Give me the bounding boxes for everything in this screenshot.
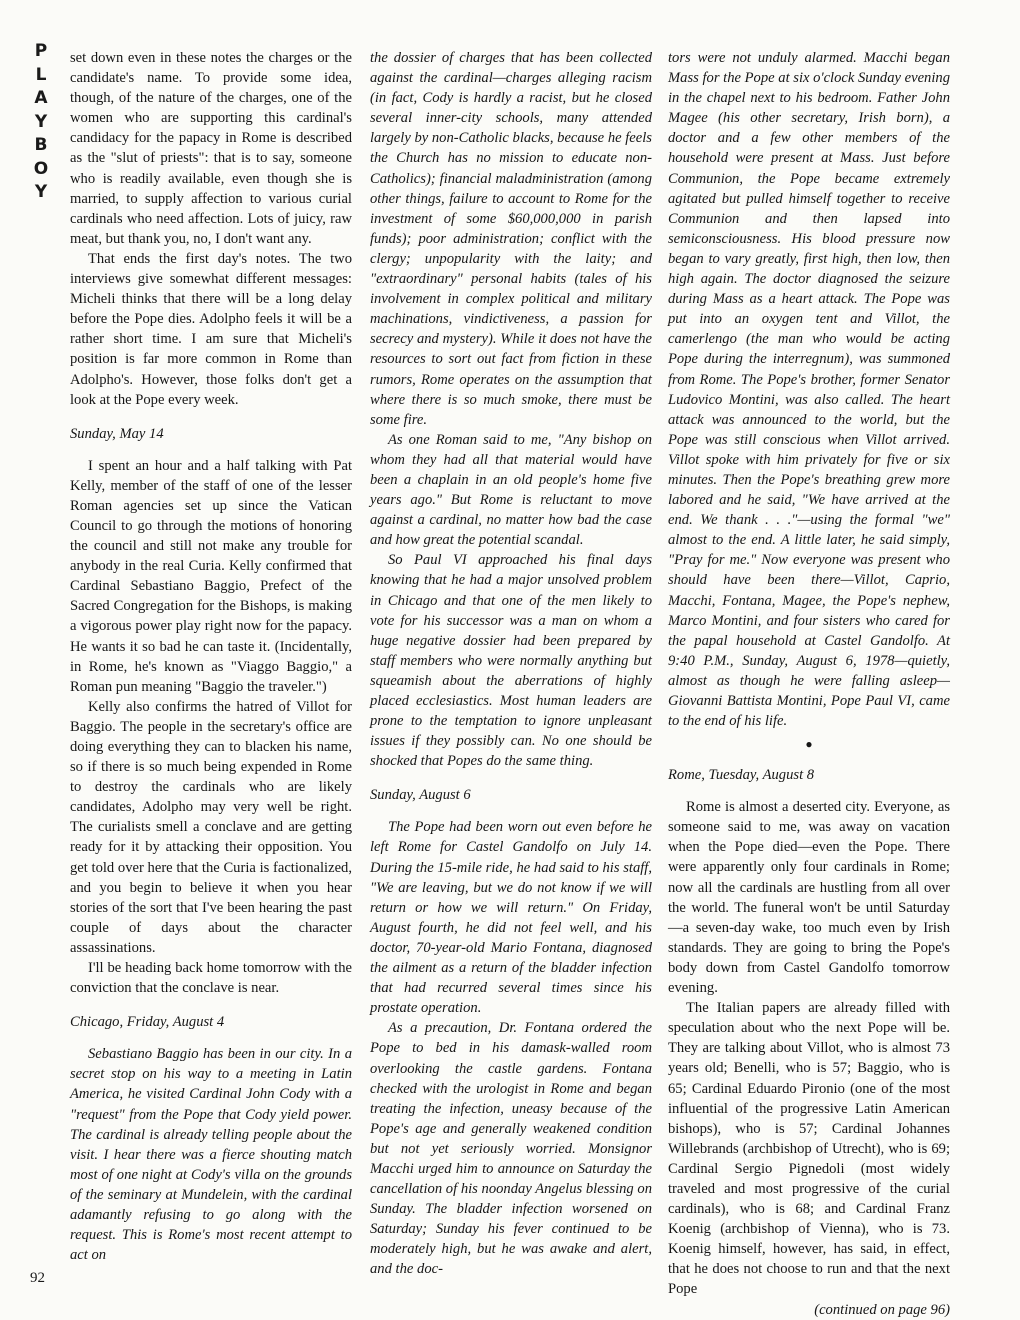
magazine-letter: P <box>34 41 48 61</box>
paragraph: The Pope had been worn out even before he left Rome for Castel Gandolfo on July 14. During the 15-mile ride, he had said to his staff, "We are leaving, but we do not know if we will return or how we will return." On Friday, August fourth, he did not feel well, and his doctor, 70-year-old Mario Fontana, diagnosed the ailment as a return of the bladder infection that had recurred several times since his prostate operation. <box>370 819 652 1017</box>
section-divider-dot: ● <box>805 737 813 752</box>
text-column-3 <box>668 48 950 1320</box>
paragraph: the dossier of charges that has been collected against the cardinal—charges alleging racism (in fact, Cody is hardly a racist, but he closed several inner-city schools, many attended largely by non-Catholic blacks, because he feels the Church has no mission to educate non-Catholics); financial maladministration (among other things, failure to account to Rome for the investment of some $60,000,000 in parish funds); poor administration; conflict with the clergy; unpopularity with the laity; and "extraordinary" personal habits (tales of his involvement in complex political and military machinations, vindictiveness, a passion for secrecy and mystery). While it does not have the resources to sort out fact from fiction in these rumors, Rome operates on the assumption that where there is so much smoke, there must be some fire. <box>370 50 652 428</box>
paragraph: As a precaution, Dr. Fontana ordered the Pope to bed in his damask-walled room overlooking the castle gardens. Fontana checked with the urologist in Rome and began treating the infection, uneasy because of the Pope's age and generally weakened condition but not yet seriously worried. Monsignor Macchi urged him to announce on Saturday the cancellation of his noonday Angelus blessing on Sunday. The bladder infection worsened on Saturday; Sunday his fever continued to be moderately high, but he was awake and alert, and the doc- <box>370 1020 652 1278</box>
magazine-letter: Y <box>34 182 48 202</box>
magazine-letter: B <box>34 135 48 155</box>
magazine-letter: O <box>33 158 49 179</box>
paragraph: tors were not unduly alarmed. Macchi began Mass for the Pope at six o'clock Sunday evening in the chapel next to his bedroom. Father John Magee (his other secretary, Irish born), a doctor and a few other members of the household were present at Mass. Just before Communion, the Pope became extremely agitated but pulled himself together to receive Communion and then lapsed into semiconsciousness. His blood pressure now began to vary greatly, first high, then low, then high again. The doctor diagnosed the seizure during Mass as a heart attack. The Pope was put into an oxygen tent and Villot, the camerlengo (the man who would be acting Pope during the interregnum), was summoned from Rome. The Pope's brother, former Senator Ludovico Montini, was also called. The heart attack was announced to the world, but the Pope was still conscious when Villot arrived. Villot spoke with him privately for five or six minutes. Then the Pope's breathing grew more labored and he said, "We have arrived at the end. We thank . . ."—using the formal "we" almost to the end. A little later, he said simply, "Pray for me." Now everyone was present who should have been there—Villot, Caprio, Macchi, Fontana, Magee, the Pope's nephew, Marco Montini, and four sisters who cared for the papal household at Castel Gandolfo. At 9:40 P.M., Sunday, August 6, 1978—quietly, almost as though he were falling asleep—Giovanni Battista Montini, Pope Paul VI, came to the end of his life. <box>668 50 950 730</box>
paragraph: The Italian papers are already filled with speculation about who the next Pope will be. They are talking about Villot, who is almost 73 years old; Benelli, who is 57; Baggio, who is 65; Cardinal Eduardo Pironio (one of the most influential of the progressive Latin American bishops), who is 57; Cardinal Johannes Willebrands (archbishop of Utrecht), who is 69; Cardinal Sergio Pignedoli (most widely traveled and most progressive of the curial cardinals), who is 68; and Cardinal Franz Koenig (archbishop of Vienna), who is 73. Koenig himself, however, has said, in effect, that he does not choose to run and that the next Pope <box>668 1000 950 1298</box>
paragraph: As one Roman said to me, "Any bishop on whom they had all that material would have been a chaplain in an old people's home five years ago." But Rome is reluctant to move against a cardinal, no matter how bad the case and how great the potential scandal. <box>370 431 652 549</box>
paragraph: set down even in these notes the charges or the candidate's name. To provide some idea, though, of the nature of the charges, one of the women who are supporting this cardinal's candidacy for the papacy in Rome is described as the "slut of priests": that is to say, someone who is readily available, even though she is married, to supply affection to various curial cardinals who need affection. Lots of juicy, raw meat, but thank you, no, I don't want any. <box>70 50 352 247</box>
magazine-letter: L <box>35 64 47 85</box>
text-column-1 <box>70 48 352 1265</box>
paragraph: Sebastiano Baggio has been in our city. In a secret stop on his way to a meeting in Latin America, he visited Cardinal John Cody with a "request" from the Pope that Cody yield power. The cardinal is already telling people about the visit. I hear there was a fierce shouting match most of one night at Cody's villa on the grounds of the seminary at Mundelein, with the cardinal adamantly refusing to go along with the request. This is Rome's most recent attempt to act on <box>70 1046 352 1264</box>
section-dateline: Chicago, Friday, August 4 <box>70 1014 225 1031</box>
paragraph: That ends the first day's notes. The two interviews give somewhat different messages: Micheli thinks that there will be a long delay before the Pope dies. Adolpho feels it will be a rather short time. I am sure that Micheli's position is far more common in Rome than Adolpho's. However, those folks don't get a look at the Pope every week. <box>70 250 352 408</box>
text-column-2 <box>370 48 652 1280</box>
magazine-letter: Y <box>34 111 48 132</box>
paragraph: Kelly also confirms the hatred of Villot for Baggio. The people in the secretary's office are doing everything they can to blacken his name, so if there is so much being expended in Rome to destroy the cardinals who are likely candidates, Adolpho may very well be right. The curialists smell a conclave and are getting ready for it by attacking their opposition. You get told over here that the Curia is factionalized, and you begin to believe it when you hear stories of the sort that I've been hearing the past couple of days about the character assassinations. <box>70 698 352 956</box>
paragraph: So Paul VI approached his final days knowing that he had a major unsolved problem in Chicago and that one of the men likely to vote for his successor was a man on whom a huge negative dossier had been prepared by staff members who were normally anything but squeamish about the aberrations of highly placed ecclesiastics. Most human leaders are prone to the temptation to ignore unpleasant issues if they possibly can. No one should be shocked that Popes do the same thing. <box>370 552 652 770</box>
section-dateline: Sunday, August 6 <box>370 787 471 804</box>
section-dateline: Sunday, May 14 <box>70 425 164 442</box>
paragraph: I'll be heading back home tomorrow with the conviction that the conclave is near. <box>70 960 352 997</box>
paragraph: I spent an hour and a half talking with Pat Kelly, member of the staff of one of the lesser Roman agencies set up since the Vatican Council to go through the motions of honoring the council and still not make any trouble for anybody in the real Curia. Kelly confirmed that Cardinal Sebastiano Baggio, Prefect of the Sacred Congregation for the Bishops, is making a vigorous power play right now for the papacy. He wants it so bad he can taste it. (Incidentally, in Rome, he's known as "Viaggo Baggio," a Roman pun meaning "Baggio the traveler.") <box>70 457 352 695</box>
magazine-letter: A <box>34 88 48 108</box>
paragraph: Rome is almost a deserted city. Everyone, as someone said to me, was away on vacation when the Pope died—even the Pope. There were apparently only four cardinals in Rome; now all the cardinals are hustling from all over the world. The funeral won't be until Saturday—a seven-day wake, too much even by Irish standards. They are going to bring the Pope's body down from Castel Gandolfo tomorrow evening. <box>668 799 950 997</box>
continued-note: (continued on page 96) <box>814 1301 950 1318</box>
page-number: 92 <box>30 1270 45 1286</box>
section-dateline: Rome, Tuesday, August 8 <box>668 767 815 784</box>
magazine-name-vertical <box>28 40 54 205</box>
